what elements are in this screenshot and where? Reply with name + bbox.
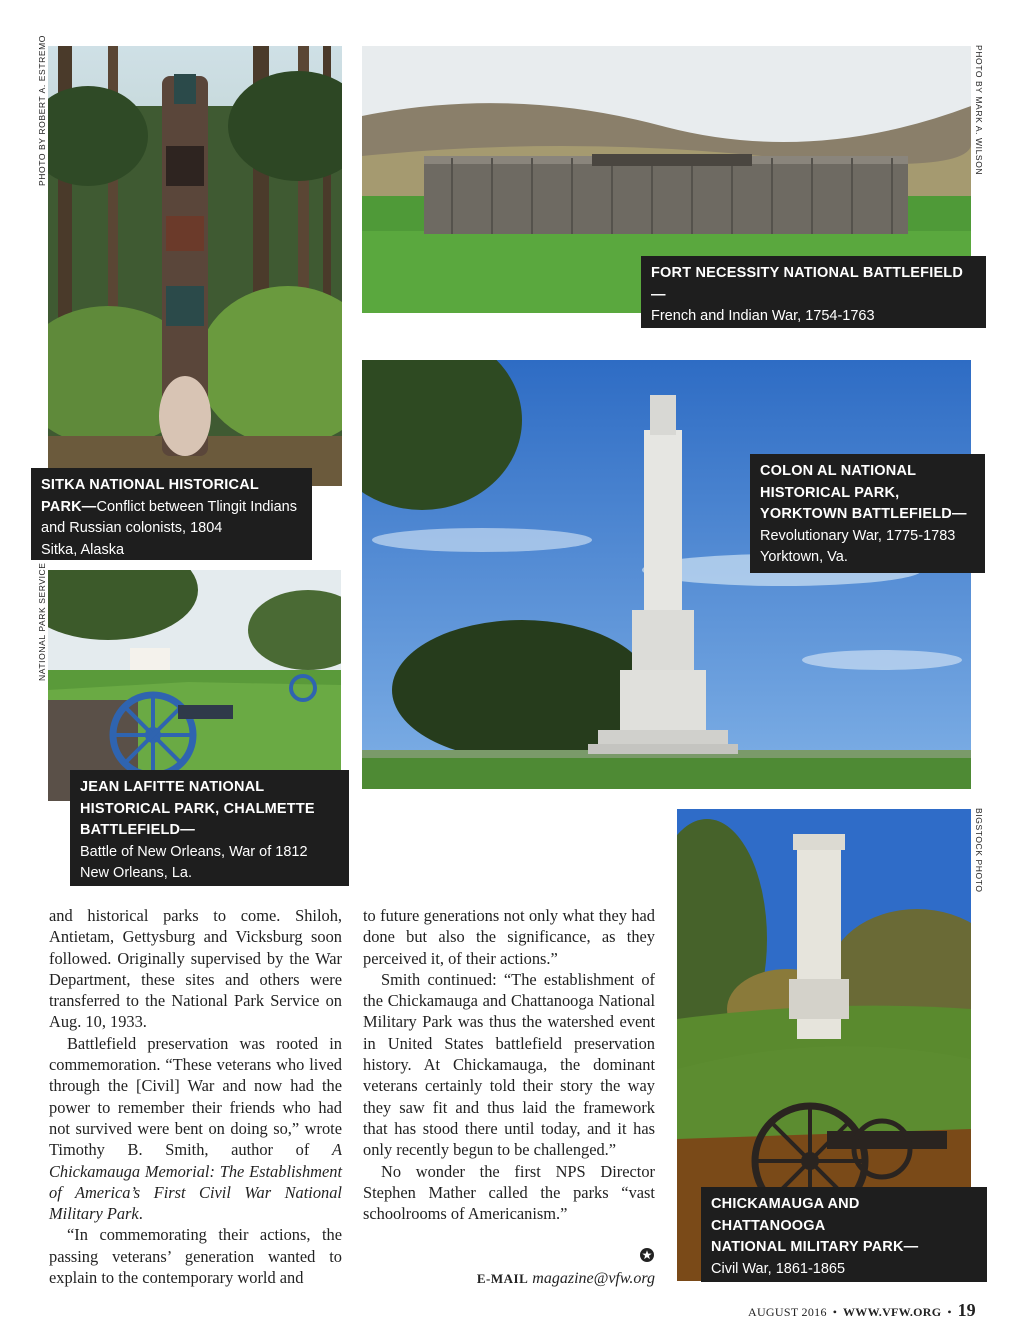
caption-line: Yorktown, Va. (760, 549, 848, 565)
caption-title: CHICKAMAUGA AND CHATTANOOGA (711, 1196, 860, 1234)
caption-line: Farmington, Pa. (651, 329, 755, 346)
footer-bullet: • (832, 1305, 837, 1319)
caption-sitka (31, 468, 312, 560)
footer-bullet: • (947, 1305, 952, 1319)
email-label: E-MAIL (476, 1271, 529, 1286)
caption-line: and Russian colonists, 1804 (41, 520, 223, 536)
email-line (363, 1268, 655, 1289)
caption-title: SITKA NATIONAL HISTORICAL (41, 477, 259, 493)
caption-title: YORKTOWN BATTLEFIELD— (760, 506, 967, 522)
caption-line: Conflict between Tlingit Indians (96, 498, 297, 515)
caption-title: HISTORICAL PARK, (760, 484, 900, 501)
photo-credit-robert: PHOTO BY ROBERT A. ESTREMO (37, 34, 47, 186)
email-address[interactable]: magazine@vfw.org (532, 1270, 655, 1287)
article-column-1 (49, 905, 342, 1288)
caption-title: FORT NECESSITY NATIONAL BATTLEFIELD— (651, 265, 964, 303)
caption-title: BATTLEFIELD— (80, 822, 195, 838)
caption-line: Sitka, Alaska (41, 541, 125, 558)
article-paragraph: Battlefield preservation was rooted in commemoration. “These veterans who lived through the [Civil] War and now had the power to remember their friends who had not survived were bent on doing so,” wrote Timothy B. Smith, author of A Chickamauga Memorial: The Establishment of America’s First Civil War National Military Park. (49, 1033, 342, 1224)
caption-line: Battle of New Orleans, War of 1812 (80, 843, 308, 860)
caption-title: NATIONAL MILITARY PARK— (711, 1239, 919, 1255)
lafitte-photo (48, 570, 341, 801)
issue-date: AUGUST 2016 (748, 1305, 827, 1319)
caption-line: Civil War, 1861-1865 (711, 1260, 846, 1277)
article-column-2 (363, 905, 655, 1224)
article-paragraph: to future generations not only what they had done but also the significance, as they perceived it, of their actions.” (363, 906, 655, 968)
article-paragraph: and historical parks to come. Shiloh, Antietam, Gettysburg and Vicksburg soon followed. Originally supervised by the War Department, these sites and others were transferred to the National Park Service on Aug. 10, 1933. (49, 906, 342, 1032)
caption-title: PARK— (41, 498, 97, 515)
website-link[interactable]: WWW.VFW.ORG (842, 1305, 942, 1319)
caption-line: Oglethorpe, Ga. (711, 1282, 815, 1298)
sitka-photo (48, 46, 342, 486)
caption-line: Revolutionary War, 1775-1783 (760, 527, 956, 544)
caption-title: JEAN LAFITTE NATIONAL (80, 779, 265, 795)
photo-credit-nps: NATIONAL PARK SERVICE (37, 562, 47, 681)
caption-title: HISTORICAL PARK, CHALMETTE (80, 800, 315, 817)
page-number: 19 (957, 1300, 976, 1320)
caption-fort-necessity (641, 256, 986, 346)
caption-line: French and Indian War, 1754-1763 (651, 308, 875, 324)
article-paragraph: Smith continued: “The establishment of the Chickamauga and Chattanooga National Military Park was thus the watershed event in United States battlefield preservation history. At Chickamauga, the dominant veterans certainly told their story the way they saw fit and thus laid the framework that has stood there until today, and it has only recently begun to be challenged.” (363, 969, 655, 1160)
caption-yorktown (750, 454, 985, 573)
caption-lafitte (70, 770, 349, 886)
caption-chickamauga (701, 1187, 987, 1298)
page-footer (748, 1300, 976, 1322)
book-title: A Chickamauga Memorial: The Establishment of America’s First Civil War National Military Park (49, 1140, 342, 1224)
caption-line: New Orleans, La. (80, 865, 193, 881)
photo-credit-mark: PHOTO BY MARK A. WILSON (974, 45, 984, 176)
photo-credit-bigstock: BIGSTOCK PHOTO (974, 808, 984, 893)
star-in-circle-icon (640, 1248, 654, 1262)
article-paragraph: No wonder the first NPS Director Stephen Mather called the parks “vast schoolrooms of Americanism.” (363, 1161, 655, 1224)
caption-title: COLON AL NATIONAL (760, 463, 917, 479)
yorktown-photo (362, 360, 971, 789)
article-paragraph: “In commemorating their actions, the passing veterans’ generation wanted to explain to the contemporary world and (49, 1225, 342, 1288)
